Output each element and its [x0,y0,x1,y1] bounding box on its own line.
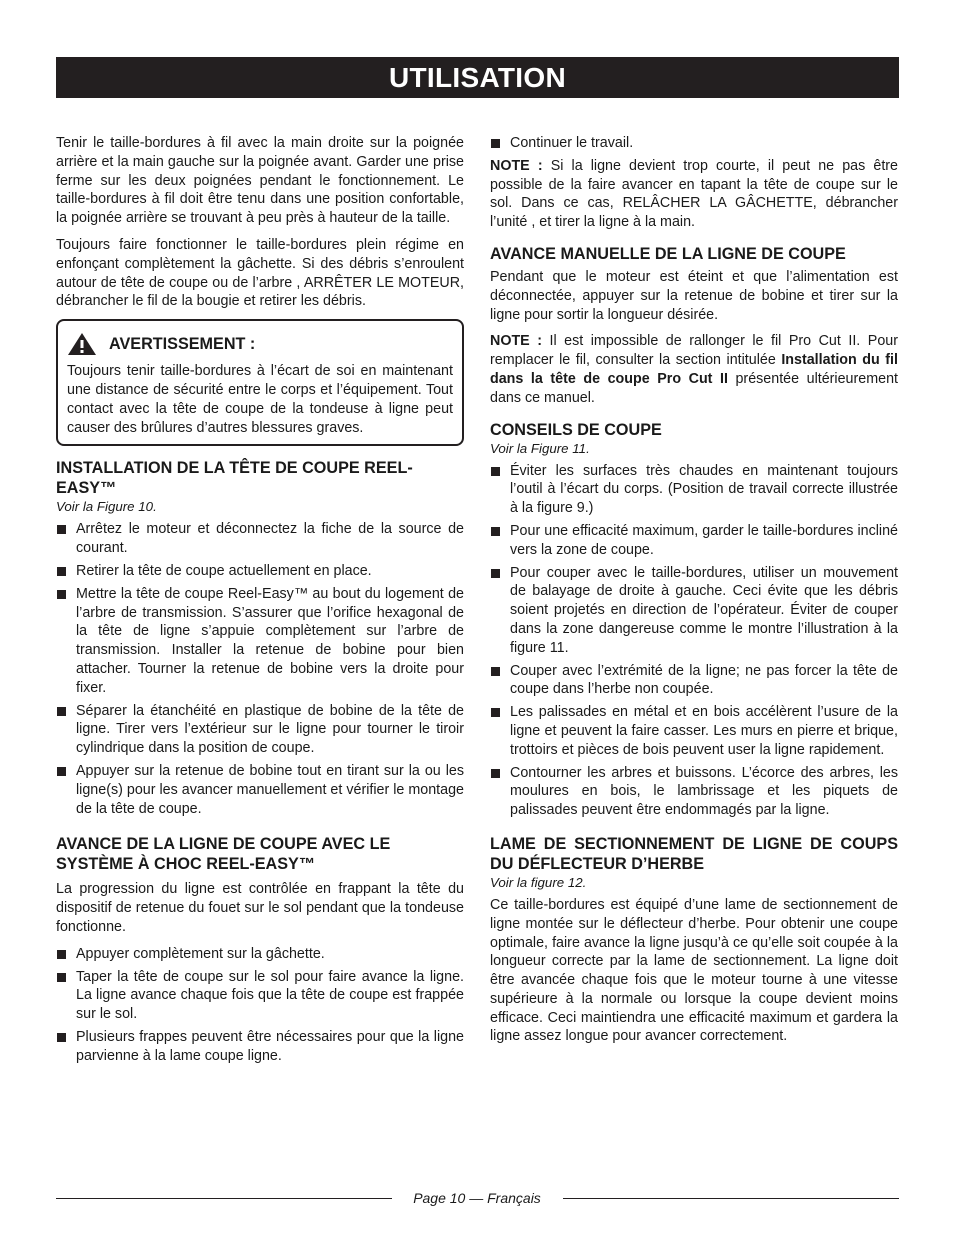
install-heading: INSTALLATION DE LA TÊTE DE COUPE REEL-EASY™ [56,459,413,498]
warning-header [67,332,453,356]
list-item: Plusieurs frappes peuvent être nécessaires pour que la ligne parvienne à la lame coupe ligne. [56,1028,464,1066]
list-item: Appuyer sur la retenue de bobine tout en tirant sur la ou les ligne(s) pour les avancer manuellement et vérifier le montage de la tête de coupe. [56,762,464,818]
list-item: Continuer le travail. [490,134,898,153]
bullet-icon [57,590,66,599]
install-figure-ref: Voir la Figure 10. [56,499,157,515]
right-column [490,134,898,1054]
bullet-icon [491,667,500,676]
list-item: Taper la tête de coupe sur le sol pour faire avance la ligne. La ligne avance chaque fois que la tête de coupe est frappée sur le sol. [56,968,464,1024]
list-item: Éviter les surfaces très chaudes en maintenant toujours l’outil à l’écart du corps. (Position de travail correcte illustrée à la figure 9.) [490,462,898,518]
bullet-icon [57,950,66,959]
avance-paragraph: La progression du ligne est contrôlée en frappant la tête du dispositif de retenue du fouet sur le sol pendant que la tondeuse fonctionne. [56,881,464,935]
manuelle-heading: AVANCE MANUELLE DE LA LIGNE DE COUPE [490,244,846,263]
list-item: Mettre la tête de coupe Reel-Easy™ au bout du logement de l’arbre de transmission. S’assurer que l’orifice hexagonal de la tête de ligne s’appuie complètement sur l’arbre de transmission. Installer la retenue de bobine pour bien attacher. Tourner la retenue de bobine vers la droite pour fixer. [56,585,464,698]
bullet-icon [491,527,500,536]
bullet-icon [57,973,66,982]
bullet-icon [57,567,66,576]
warning-title: AVERTISSEMENT : [109,334,256,353]
bullet-icon [491,769,500,778]
conseils-heading: CONSEILS DE COUPE [490,420,662,439]
bullet-icon [491,139,500,148]
bullet-icon [491,467,500,476]
avance-list [56,945,464,1066]
intro-paragraph-2: Toujours faire fonctionner le taille-bordures plein régime en enfonçant complètement la gâchette. Si des débris s’enroulent autour de tête de coupe ou de l’arbre , ARRÊTER LE MOTEUR, débrancher le fil de la bougie et retirer les débris. [56,236,464,310]
bullet-icon [57,525,66,534]
manuelle-note: NOTE : Il est impossible de rallonger le fil Pro Cut II. Pour remplacer le fil, consulter la section intitulée Installation du fil dans la tête de coupe Pro Cut II présentée ultérieurement dans ce manuel. [490,333,899,406]
conseils-figure-ref: Voir la Figure 11. [490,440,590,456]
bullet-icon [491,569,500,578]
list-item: Couper avec l’extrémité de la ligne; ne pas forcer la tête de coupe dans l’herbe non coupée. [490,662,898,700]
bullet-icon [57,707,66,716]
footer-rule-right [563,1198,899,1199]
conseils-list [490,462,898,820]
warning-box [56,319,464,446]
lame-figure-ref: Voir la figure 12. [490,874,587,890]
list-item: Les palissades en métal et en bois accélèrent l’usure de la ligne et peuvent la faire casser. Les murs en pierre et brique, trottoirs et pièces de bois peuvent user la ligne rapidement. [490,703,898,759]
list-item: Pour une efficacité maximum, garder le taille-bordures incliné vers la zone de coupe. [490,522,898,560]
page-title: UTILISATION [56,57,899,98]
warning-triangle-icon [67,332,97,356]
bullet-icon [57,767,66,776]
bullet-icon [491,708,500,717]
list-item: Séparer la étanchéité en plastique de bobine de la tête de ligne. Tirer vers l’extérieur sur le ligne pour tourner le tiroir cylindrique dans la position de coupe. [56,702,464,758]
manuelle-paragraph: Pendant que le moteur est éteint et que l’alimentation est déconnectée, appuyer sur la retenue de bobine et tirer sur la ligne pour sortir la longueur désirée. [490,268,898,323]
list-item: Arrêtez le moteur et déconnectez la fiche de la source de courant. [56,520,464,558]
install-list [56,520,464,818]
continue-list [490,134,898,153]
list-item: Retirer la tête de coupe actuellement en place. [56,562,464,581]
bullet-icon [57,1033,66,1042]
lame-heading: LAME DE SECTIONNEMENT DE LIGNE DE COUPS DU DÉFLECTEUR D’HERBE [490,834,898,873]
footer-rule-left [56,1198,392,1199]
list-item: Appuyer complètement sur la gâchette. [56,945,464,964]
list-item: Pour couper avec le taille-bordures, utiliser un mouvement de balayage de droite à gauche. Ceci évite que les débris soient projetés en direction de l’opérateur. Éviter de couper dans la zone dangereuse comme le montre l’illustration à la figure 11. [490,564,898,658]
note-paragraph: NOTE : Si la ligne devient trop courte, il peut ne pas être possible de la faire avancer en tapant la tête de coupe sur le sol. Dans ce cas, RELÂCHER LA GÂCHETTE, débrancher l’unité , et tirer la ligne à la main. [490,157,899,231]
warning-text: Toujours tenir taille-bordures à l’écart de soi en maintenant une distance de sécurité entre le corps et l’équipement. Tout contact avec la tête de coupe de la tondeuse à ligne peut causer des brûlures d’autres blessures graves. [67,363,453,436]
avance-heading: AVANCE DE LA LIGNE DE COUPE AVEC LE SYSTÈME À CHOC REEL-EASY™ [56,835,391,874]
left-column [56,134,464,1069]
page-footer: Page 10 — Français [413,1190,541,1206]
list-item: Contourner les arbres et buissons. L’écorce des arbres, les moulures en bois, le lambrissage et les piquets de palissades peuvent être endommagés par la ligne. [490,764,898,820]
intro-paragraph-1: Tenir le taille-bordures à fil avec la main droite sur la poignée arrière et la main gauche sur la poignée avant. Garder une prise ferme sur les deux poignées pendant le fonctionnement. Le taille-bordures à fil doit être tenu dans une position confortable, la poignée arrière se trouvant à peu près à hauteur de la taille. [56,135,464,227]
lame-paragraph: Ce taille-bordures est équipé d’une lame de sectionnement de ligne montée sur le déflecteur d’herbe. Pour obtenir une coupe optimale, faire avance la ligne jusqu’à ce qu’elle soit coupée à la longueur correcte par la lame de sectionnement. La ligne doit être avancée chaque fois que le moteur tourne à une vitesse supérieure à la normale ou lorsque la coupe devient moins efficace. Ceci maintiendra une efficacité maximum et gardera la ligne assez longue pour avancer correctement. [490,896,898,1045]
